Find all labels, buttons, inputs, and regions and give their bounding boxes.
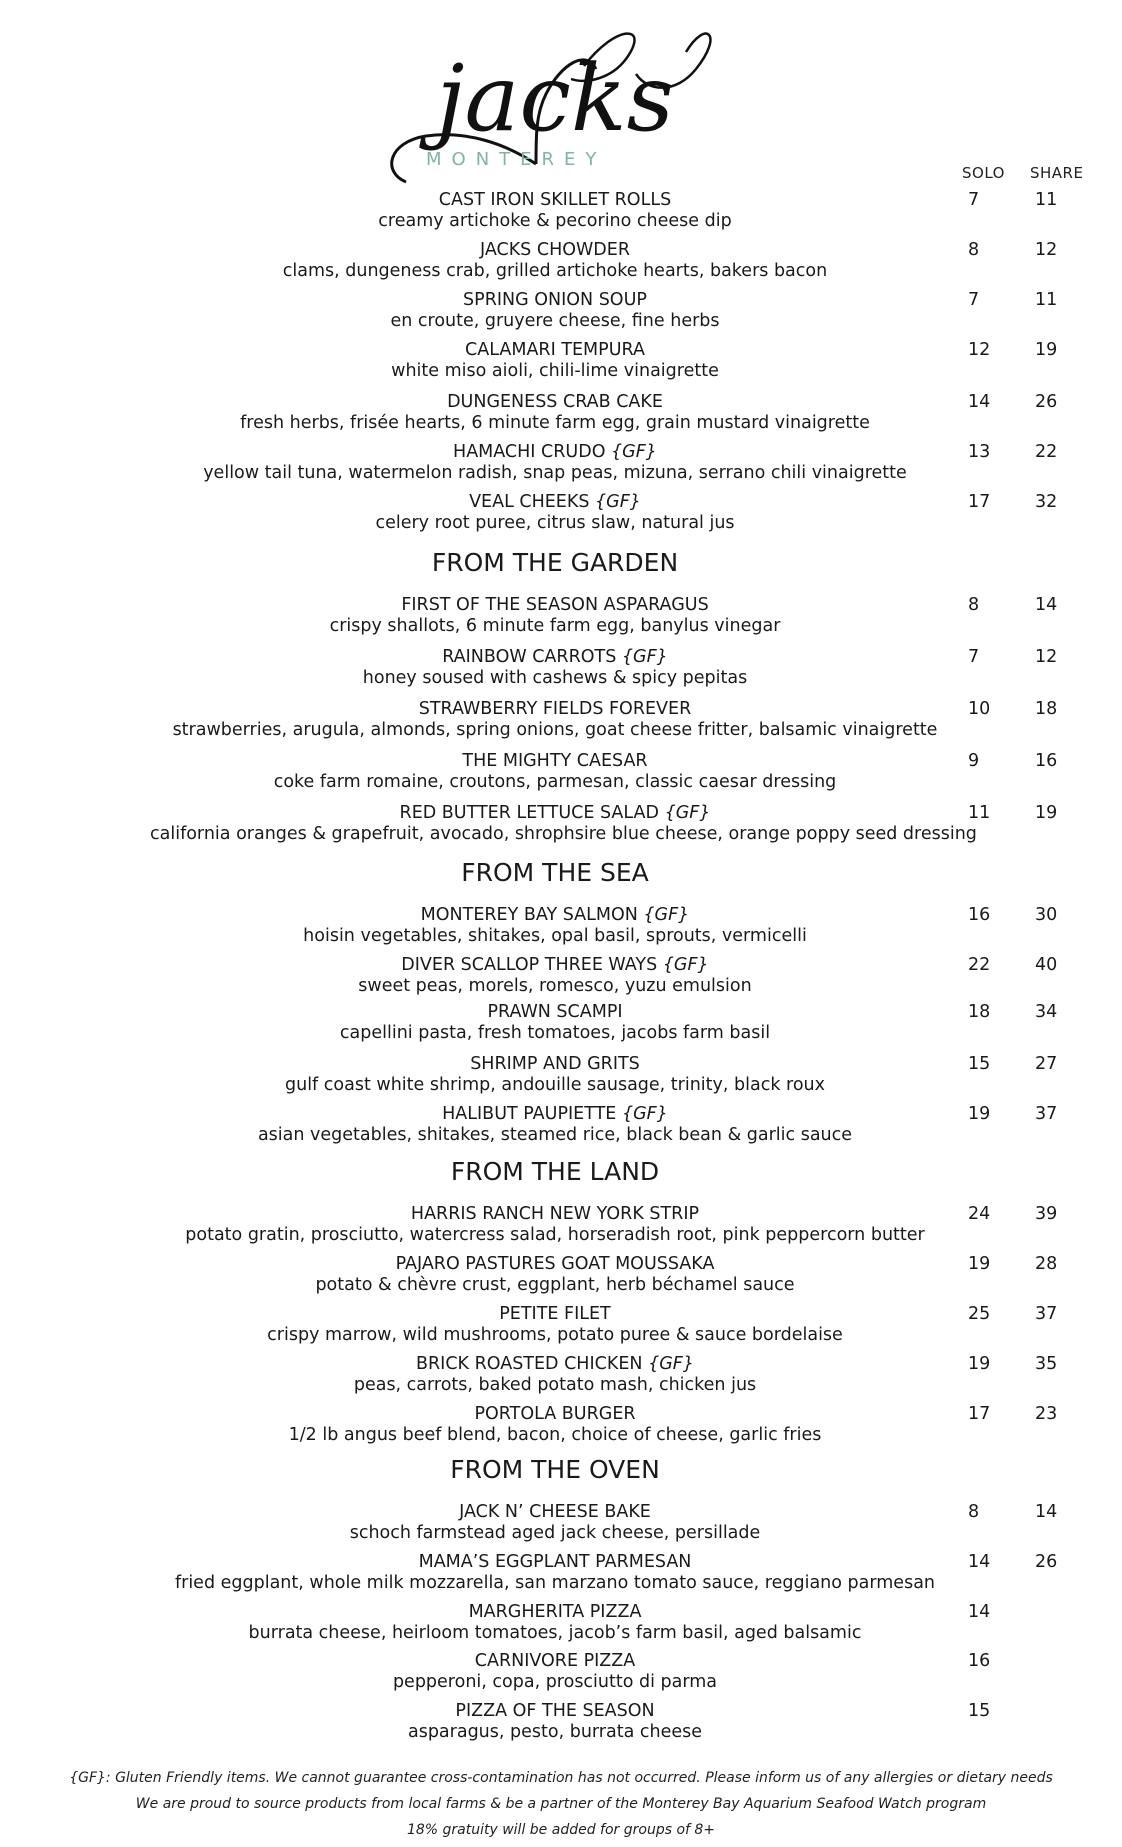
section-title-from-the-sea: FROM THE SEA bbox=[461, 858, 649, 887]
menu-item-name bbox=[150, 1354, 960, 1374]
menu-item-prawn-scampi bbox=[150, 1002, 1058, 1052]
section-title-from-the-land: FROM THE LAND bbox=[450, 1157, 660, 1186]
menu-item-diver-scallop-three-ways bbox=[150, 955, 1058, 1005]
menu-item-name-text: PETITE FILET bbox=[499, 1304, 611, 1324]
menu-item-description: asian vegetables, shitakes, steamed rice, black bean & garlic sauce bbox=[257, 1125, 853, 1145]
menu-item-name bbox=[150, 1651, 960, 1671]
menu-item-carnivore-pizza bbox=[150, 1651, 991, 1701]
price-solo: 7 bbox=[968, 290, 980, 310]
column-header-solo: SOLO bbox=[962, 164, 1005, 182]
menu-item-description: peas, carrots, baked potato mash, chicken jus bbox=[353, 1375, 757, 1395]
menu-item-name-text: STRAWBERRY FIELDS FOREVER bbox=[418, 699, 692, 719]
menu-item-red-butter-lettuce-salad bbox=[150, 803, 1058, 853]
menu-item-mama-s-eggplant-parmesan bbox=[150, 1552, 1058, 1602]
price-solo: 9 bbox=[968, 751, 980, 771]
menu-item-portola-burger bbox=[150, 1404, 1058, 1454]
menu-item-monterey-bay-salmon bbox=[150, 905, 1058, 955]
menu-item-the-mighty-caesar bbox=[150, 751, 1058, 801]
column-header-share: SHARE bbox=[1030, 164, 1084, 182]
menu-item-name-text: DUNGENESS CRAB CAKE bbox=[447, 392, 663, 412]
menu-item-pizza-of-the-season bbox=[150, 1701, 991, 1751]
menu-item-description: crispy shallots, 6 minute farm egg, banylus vinegar bbox=[329, 616, 781, 636]
menu-item-name bbox=[150, 442, 960, 462]
menu-item-name-text: MAMA’S EGGPLANT PARMESAN bbox=[418, 1552, 692, 1572]
price-share: 39 bbox=[1035, 1204, 1058, 1224]
menu-item-description: honey soused with cashews & spicy pepitas bbox=[362, 668, 748, 688]
menu-item-calamari-tempura bbox=[150, 340, 1058, 390]
gluten-friendly-tag: {GF} bbox=[611, 442, 657, 462]
price-solo: 17 bbox=[968, 1404, 991, 1424]
menu-item-description: potato gratin, prosciutto, watercress salad, horseradish root, pink peppercorn butter bbox=[185, 1225, 925, 1245]
price-share: 14 bbox=[1035, 595, 1058, 615]
price-share: 12 bbox=[1035, 240, 1058, 260]
menu-item-description: en croute, gruyere cheese, fine herbs bbox=[390, 311, 720, 331]
menu-item-description: white miso aioli, chili-lime vinaigrette bbox=[391, 361, 719, 381]
footer-sourcing-note: We are proud to source products from local farms & be a partner of the Monterey Bay Aquarium Seafood Watch program bbox=[135, 1796, 987, 1812]
menu-item-name-text: CAST IRON SKILLET ROLLS bbox=[438, 190, 672, 210]
section-title-from-the-oven: FROM THE OVEN bbox=[450, 1455, 660, 1484]
price-solo: 16 bbox=[968, 1651, 991, 1671]
price-solo: 25 bbox=[968, 1304, 991, 1324]
menu-item-description: clams, dungeness crab, grilled artichoke hearts, bakers bacon bbox=[282, 261, 828, 281]
menu-item-name bbox=[150, 1304, 960, 1324]
price-share: 37 bbox=[1035, 1304, 1058, 1324]
price-share: 37 bbox=[1035, 1104, 1058, 1124]
menu-item-description: fresh herbs, frisée hearts, 6 minute farm egg, grain mustard vinaigrette bbox=[240, 413, 870, 433]
price-share: 11 bbox=[1035, 190, 1058, 210]
menu-item-name bbox=[150, 1054, 960, 1074]
menu-item-name-text: HALIBUT PAUPIETTE bbox=[442, 1104, 617, 1124]
gluten-friendly-tag: {GF} bbox=[643, 905, 690, 925]
menu-item-name bbox=[150, 647, 960, 667]
menu-item-name bbox=[150, 1552, 960, 1572]
footer-gratuity-note: 18% gratuity will be added for groups of 8+ bbox=[406, 1822, 716, 1838]
menu-item-jacks-chowder bbox=[150, 240, 1058, 290]
menu-item-name bbox=[150, 699, 960, 719]
price-share: 35 bbox=[1035, 1354, 1058, 1374]
gluten-friendly-tag: {GF} bbox=[664, 803, 711, 823]
menu-item-dungeness-crab-cake bbox=[150, 392, 1058, 442]
menu-item-name-text: PIZZA OF THE SEASON bbox=[455, 1701, 655, 1721]
gluten-friendly-tag: {GF} bbox=[595, 492, 641, 512]
menu-item-description: asparagus, pesto, burrata cheese bbox=[407, 1722, 702, 1742]
menu-item-name-text: MONTEREY BAY SALMON bbox=[420, 905, 638, 925]
menu-item-name bbox=[150, 1701, 960, 1721]
menu-item-name-text: CARNIVORE PIZZA bbox=[474, 1651, 636, 1671]
menu-item-name bbox=[150, 955, 960, 975]
menu-item-description: potato & chèvre crust, eggplant, herb béchamel sauce bbox=[315, 1275, 795, 1295]
menu-item-name-text: SPRING ONION SOUP bbox=[463, 290, 647, 310]
menu-item-name-text: MARGHERITA PIZZA bbox=[468, 1602, 642, 1622]
price-solo: 11 bbox=[968, 803, 991, 823]
menu-item-name bbox=[150, 1204, 960, 1224]
menu-item-description: california oranges & grapefruit, avocado, shrophsire blue cheese, orange poppy seed dressing bbox=[150, 824, 977, 844]
menu-item-name bbox=[150, 905, 960, 925]
price-share: 16 bbox=[1035, 751, 1058, 771]
menu-item-name-text: BRICK ROASTED CHICKEN bbox=[416, 1354, 643, 1374]
menu-item-name-text: FIRST OF THE SEASON ASPARAGUS bbox=[401, 595, 709, 615]
menu-item-harris-ranch-new-york-strip bbox=[150, 1204, 1058, 1254]
menu-item-name bbox=[150, 1002, 960, 1022]
menu-item-name bbox=[150, 492, 960, 512]
menu-item-description: celery root puree, citrus slaw, natural jus bbox=[375, 513, 735, 533]
menu-item-description: schoch farmstead aged jack cheese, persillade bbox=[349, 1523, 761, 1543]
price-solo: 10 bbox=[968, 699, 991, 719]
price-share: 11 bbox=[1035, 290, 1058, 310]
menu-item-name bbox=[150, 1104, 960, 1124]
menu-item-description: creamy artichoke & pecorino cheese dip bbox=[378, 211, 732, 231]
price-solo: 17 bbox=[968, 492, 991, 512]
price-share: 30 bbox=[1035, 905, 1058, 925]
price-solo: 14 bbox=[968, 1552, 991, 1572]
menu-item-name bbox=[150, 1254, 960, 1274]
menu-item-name bbox=[150, 392, 960, 412]
menu-item-first-of-the-season-asparagus bbox=[150, 595, 1058, 645]
menu-item-name bbox=[150, 340, 960, 360]
price-solo: 18 bbox=[968, 1002, 991, 1022]
menu-item-name-text: JACKS CHOWDER bbox=[479, 240, 631, 260]
price-solo: 8 bbox=[968, 1502, 980, 1522]
price-share: 19 bbox=[1035, 340, 1058, 360]
menu-item-name bbox=[150, 751, 960, 771]
menu-item-spring-onion-soup bbox=[150, 290, 1058, 340]
menu-item-description: strawberries, arugula, almonds, spring onions, goat cheese fritter, balsamic vinaigrette bbox=[172, 720, 938, 740]
gluten-friendly-tag: {GF} bbox=[662, 955, 709, 975]
menu-item-description: sweet peas, morels, romesco, yuzu emulsion bbox=[358, 976, 752, 996]
price-solo: 14 bbox=[968, 1602, 991, 1622]
section-title-from-the-garden: FROM THE GARDEN bbox=[431, 548, 679, 577]
gluten-friendly-tag: {GF} bbox=[648, 1354, 694, 1374]
price-share: 26 bbox=[1035, 392, 1058, 412]
menu-item-hamachi-crudo bbox=[150, 442, 1058, 492]
price-solo: 22 bbox=[968, 955, 991, 975]
price-share: 27 bbox=[1035, 1054, 1058, 1074]
menu-item-petite-filet bbox=[150, 1304, 1058, 1354]
price-share: 28 bbox=[1035, 1254, 1058, 1274]
menu-item-cast-iron-skillet-rolls bbox=[150, 190, 1058, 240]
price-solo: 24 bbox=[968, 1204, 991, 1224]
price-share: 12 bbox=[1035, 647, 1058, 667]
menu-item-name bbox=[150, 240, 960, 260]
menu-item-veal-cheeks bbox=[150, 492, 1058, 542]
price-share: 40 bbox=[1035, 955, 1058, 975]
gluten-friendly-tag: {GF} bbox=[621, 647, 668, 667]
price-solo: 15 bbox=[968, 1054, 991, 1074]
menu-item-name-text: THE MIGHTY CAESAR bbox=[462, 751, 648, 771]
price-solo: 19 bbox=[968, 1254, 991, 1274]
menu-item-halibut-paupiette bbox=[150, 1104, 1058, 1154]
menu-item-name-text: PRAWN SCAMPI bbox=[487, 1002, 623, 1022]
menu-item-description: pepperoni, copa, prosciutto di parma bbox=[392, 1672, 718, 1692]
menu-item-name-text: HARRIS RANCH NEW YORK STRIP bbox=[410, 1204, 700, 1224]
menu-item-margherita-pizza bbox=[150, 1602, 991, 1652]
menu-item-shrimp-and-grits bbox=[150, 1054, 1058, 1104]
menu-item-name-text: CALAMARI TEMPURA bbox=[465, 340, 645, 360]
menu-item-rainbow-carrots bbox=[150, 647, 1058, 697]
menu-item-description: hoisin vegetables, shitakes, opal basil, sprouts, vermicelli bbox=[303, 926, 807, 946]
price-solo: 7 bbox=[968, 190, 980, 210]
price-share: 26 bbox=[1035, 1552, 1058, 1572]
menu-item-description: gulf coast white shrimp, andouille sausage, trinity, black roux bbox=[285, 1075, 825, 1095]
menu-item-name-text: SHRIMP AND GRITS bbox=[470, 1054, 640, 1074]
gluten-friendly-tag: {GF} bbox=[621, 1104, 668, 1124]
menu-item-name-text: RED BUTTER LETTUCE SALAD bbox=[399, 803, 659, 823]
menu-item-description: coke farm romaine, croutons, parmesan, classic caesar dressing bbox=[273, 772, 837, 792]
menu-item-name-text: HAMACHI CRUDO bbox=[453, 442, 606, 462]
logo-location: MONTEREY bbox=[426, 149, 607, 170]
price-share: 18 bbox=[1035, 699, 1058, 719]
menu-item-strawberry-fields-forever bbox=[150, 699, 1058, 749]
menu-item-name bbox=[150, 290, 960, 310]
logo-wordmark: jacks bbox=[436, 45, 674, 152]
menu-item-name-text: VEAL CHEEKS bbox=[469, 492, 590, 512]
menu-item-name-text: RAINBOW CARROTS bbox=[442, 647, 617, 667]
menu-item-description: fried eggplant, whole milk mozzarella, san marzano tomato sauce, reggiano parmesan bbox=[174, 1573, 936, 1593]
menu-item-name bbox=[150, 1502, 960, 1522]
price-solo: 19 bbox=[968, 1104, 991, 1124]
menu-item-name bbox=[150, 1602, 960, 1622]
footer-gf-note: {GF}: Gluten Friendly items. We cannot guarantee cross-contamination has not occurred. Please inform us of any allergies or dietary needs bbox=[69, 1770, 1053, 1786]
menu-item-name bbox=[150, 190, 960, 210]
menu-item-brick-roasted-chicken bbox=[150, 1354, 1058, 1404]
price-solo: 8 bbox=[968, 240, 980, 260]
menu-item-name-text: PORTOLA BURGER bbox=[474, 1404, 636, 1424]
price-solo: 19 bbox=[968, 1354, 991, 1374]
menu-item-name bbox=[150, 595, 960, 615]
menu-item-description: burrata cheese, heirloom tomatoes, jacob’s farm basil, aged balsamic bbox=[248, 1623, 862, 1643]
menu-item-name bbox=[150, 803, 960, 823]
menu-item-description: crispy marrow, wild mushrooms, potato puree & sauce bordelaise bbox=[267, 1325, 843, 1345]
price-share: 23 bbox=[1035, 1404, 1058, 1424]
price-solo: 14 bbox=[968, 392, 991, 412]
price-solo: 16 bbox=[968, 905, 991, 925]
menu-item-pajaro-pastures-goat-moussaka bbox=[150, 1254, 1058, 1304]
price-solo: 7 bbox=[968, 647, 980, 667]
price-solo: 8 bbox=[968, 595, 980, 615]
menu-item-jack-n-cheese-bake bbox=[150, 1502, 1058, 1552]
price-solo: 13 bbox=[968, 442, 991, 462]
price-share: 19 bbox=[1035, 803, 1058, 823]
price-share: 32 bbox=[1035, 492, 1058, 512]
menu-item-name bbox=[150, 1404, 960, 1424]
menu-item-description: yellow tail tuna, watermelon radish, snap peas, mizuna, serrano chili vinaigrette bbox=[203, 463, 907, 483]
price-share: 14 bbox=[1035, 1502, 1058, 1522]
menu-item-description: capellini pasta, fresh tomatoes, jacobs farm basil bbox=[339, 1023, 771, 1043]
menu-item-description: 1/2 lb angus beef blend, bacon, choice of cheese, garlic fries bbox=[288, 1425, 822, 1445]
menu-item-name-text: DIVER SCALLOP THREE WAYS bbox=[401, 955, 658, 975]
price-share: 34 bbox=[1035, 1002, 1058, 1022]
price-solo: 12 bbox=[968, 340, 991, 360]
menu-item-name-text: JACK N’ CHEESE BAKE bbox=[459, 1502, 651, 1522]
menu-item-name-text: PAJARO PASTURES GOAT MOUSSAKA bbox=[395, 1254, 715, 1274]
price-solo: 15 bbox=[968, 1701, 991, 1721]
price-share: 22 bbox=[1035, 442, 1058, 462]
